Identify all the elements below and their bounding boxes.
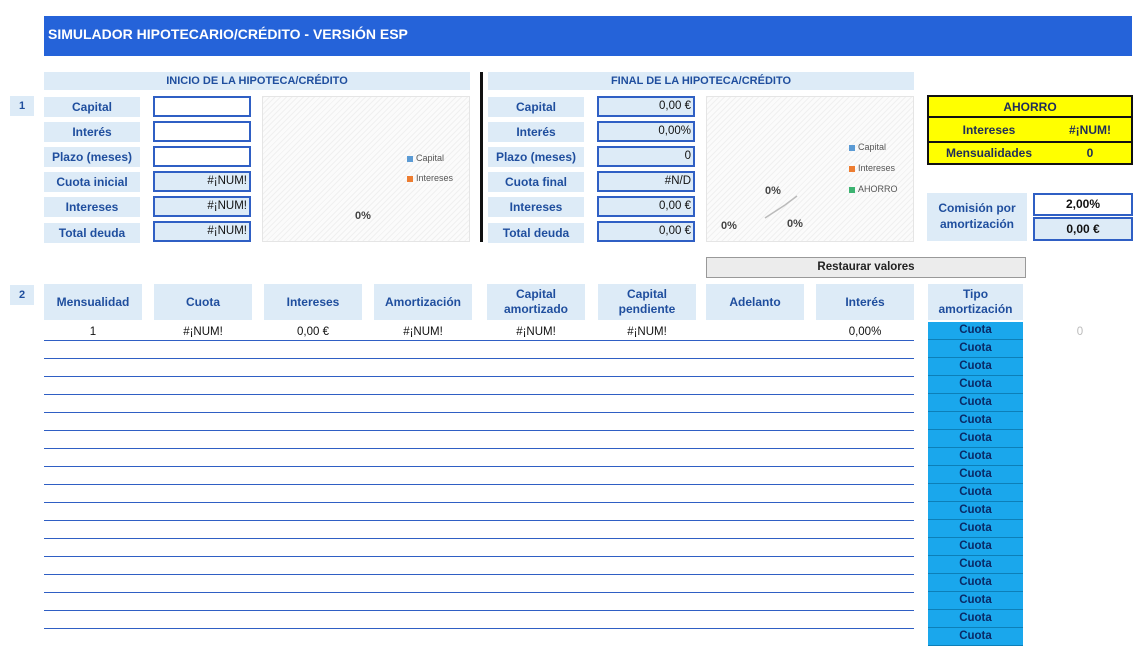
section-2-badge: 2 [10, 285, 34, 305]
col-capital-pendiente-header: Capital pendiente [598, 284, 696, 320]
final-legend-capital: Capital [849, 142, 886, 152]
final-capital-value: 0,00 € [597, 96, 695, 117]
legend-swatch-intereses [407, 176, 413, 182]
tipo-amortizacion-cell[interactable]: Cuota [928, 538, 1023, 556]
table-row-divider [44, 574, 914, 575]
tipo-amortizacion-cell[interactable]: Cuota [928, 340, 1023, 358]
col-tipo-amortizacion-header: Tipo amortización [928, 284, 1023, 320]
final-chart-pct-label-1: 0% [765, 185, 781, 197]
table-row-divider [44, 394, 914, 395]
section-1-badge: 1 [10, 96, 34, 116]
comision-pct-input[interactable]: 2,00% [1033, 193, 1133, 216]
tipo-amortizacion-cell[interactable]: Cuota [928, 628, 1023, 646]
side-value: 0 [1076, 326, 1084, 338]
inicio-chart-pct-label: 0% [355, 210, 371, 222]
tipo-amortizacion-cell[interactable]: Cuota [928, 484, 1023, 502]
comision-amount-value: 0,00 € [1033, 217, 1133, 241]
table-row-divider [44, 430, 914, 431]
col-adelanto-header: Adelanto [706, 284, 804, 320]
tipo-amortizacion-cell[interactable]: Cuota [928, 592, 1023, 610]
row1-intereses: 0,00 € [297, 326, 329, 338]
inicio-intereses-value: #¡NUM! [153, 196, 251, 217]
final-pie-chart [706, 96, 914, 242]
inicio-legend-capital: Capital [407, 153, 444, 163]
ahorro-intereses-value: #¡NUM! [1069, 123, 1111, 137]
table-row-divider [44, 610, 914, 611]
tipo-amortizacion-cell[interactable]: Cuota [928, 556, 1023, 574]
inicio-legend-intereses: Intereses [407, 173, 453, 183]
tipo-amortizacion-cell[interactable]: Cuota [928, 520, 1023, 538]
app-title: SIMULADOR HIPOTECARIO/CRÉDITO - VERSIÓN ESP [44, 16, 1132, 56]
final-label-plazo: Plazo (meses) [488, 147, 584, 167]
inicio-label-capital: Capital [44, 97, 140, 117]
final-label-intereses: Intereses [488, 197, 584, 217]
table-row-divider [44, 376, 914, 377]
tipo-amortizacion-cell[interactable]: Cuota [928, 322, 1023, 340]
restaurar-valores-button[interactable]: Restaurar valores [706, 257, 1026, 278]
section-divider [480, 72, 483, 242]
tipo-amortizacion-cell[interactable]: Cuota [928, 430, 1023, 448]
tipo-amortizacion-cell[interactable]: Cuota [928, 610, 1023, 628]
inicio-label-total-deuda: Total deuda [44, 223, 140, 243]
table-row-divider [44, 340, 914, 341]
col-intereses-header: Intereses [264, 284, 362, 320]
tipo-amortizacion-cell[interactable]: Cuota [928, 448, 1023, 466]
inicio-header: INICIO DE LA HIPOTECA/CRÉDITO [44, 72, 470, 90]
ahorro-title: AHORRO [929, 97, 1131, 118]
ahorro-box [927, 95, 1133, 165]
final-total-deuda-value: 0,00 € [597, 221, 695, 242]
legend-swatch-capital [407, 156, 413, 162]
table-row-divider [44, 358, 914, 359]
inicio-pie-chart [262, 96, 470, 242]
ahorro-mensualidades-value: 0 [1086, 146, 1094, 160]
comision-label-line1: Comisión por [938, 201, 1016, 215]
tipo-amortizacion-cell[interactable]: Cuota [928, 466, 1023, 484]
table-row-divider [44, 466, 914, 467]
col-interes-header: Interés [816, 284, 914, 320]
table-row-divider [44, 502, 914, 503]
inicio-total-deuda-value: #¡NUM! [153, 221, 251, 242]
table-row-divider [44, 538, 914, 539]
inicio-label-plazo: Plazo (meses) [44, 147, 140, 167]
final-label-interes: Interés [488, 122, 584, 142]
final-header: FINAL DE LA HIPOTECA/CRÉDITO [488, 72, 914, 90]
final-chart-leader-lines [707, 97, 915, 243]
final-cuota-final-value: #N/D [597, 171, 695, 192]
table-row-divider [44, 592, 914, 593]
table-row-divider [44, 412, 914, 413]
ahorro-mensualidades-label: Mensualidades [945, 146, 1033, 160]
row1-cuota: #¡NUM! [183, 326, 223, 338]
final-label-total-deuda: Total deuda [488, 223, 584, 243]
tipo-amortizacion-cell[interactable]: Cuota [928, 358, 1023, 376]
inicio-label-interes: Interés [44, 122, 140, 142]
col-cuota-header: Cuota [154, 284, 252, 320]
col-mensualidad-header: Mensualidad [44, 284, 142, 320]
table-row-divider [44, 628, 914, 629]
table-row-divider [44, 484, 914, 485]
final-intereses-value: 0,00 € [597, 196, 695, 217]
inicio-label-cuota-inicial: Cuota inicial [44, 172, 140, 192]
inicio-interes-input[interactable] [153, 121, 251, 142]
tipo-amortizacion-cell[interactable]: Cuota [928, 376, 1023, 394]
final-label-capital: Capital [488, 97, 584, 117]
final-legend-ahorro: AHORRO [849, 184, 898, 194]
row1-mensualidad: 1 [89, 326, 97, 338]
inicio-capital-input[interactable] [153, 96, 251, 117]
tipo-amortizacion-cell[interactable]: Cuota [928, 412, 1023, 430]
final-interes-value: 0,00% [597, 121, 695, 142]
col-capital-amortizado-header: Capital amortizado [487, 284, 585, 320]
final-plazo-value: 0 [597, 146, 695, 167]
row1-capital-pendiente: #¡NUM! [627, 326, 667, 338]
comision-label-line2: amortización [939, 217, 1014, 231]
tipo-amortizacion-cell[interactable]: Cuota [928, 394, 1023, 412]
table-row-divider [44, 448, 914, 449]
table-row-divider [44, 556, 914, 557]
final-label-cuota-final: Cuota final [488, 172, 584, 192]
ahorro-intereses-label: Intereses [962, 123, 1016, 137]
final-chart-pct-label-3: 0% [721, 220, 737, 232]
table-row-divider [44, 520, 914, 521]
tipo-amortizacion-cell[interactable]: Cuota [928, 502, 1023, 520]
final-chart-pct-label-2: 0% [787, 218, 803, 230]
inicio-plazo-input[interactable] [153, 146, 251, 167]
inicio-cuota-inicial-value: #¡NUM! [153, 171, 251, 192]
row1-adelanto-input[interactable] [706, 325, 804, 340]
final-legend-intereses: Intereses [849, 163, 895, 173]
col-amortizacion-header: Amortización [374, 284, 472, 320]
comision-label [927, 193, 1027, 241]
row1-interes: 0,00% [848, 326, 882, 338]
inicio-label-intereses: Intereses [44, 197, 140, 217]
row1-capital-amortizado: #¡NUM! [516, 326, 556, 338]
row1-amortizacion: #¡NUM! [403, 326, 443, 338]
tipo-amortizacion-cell[interactable]: Cuota [928, 574, 1023, 592]
